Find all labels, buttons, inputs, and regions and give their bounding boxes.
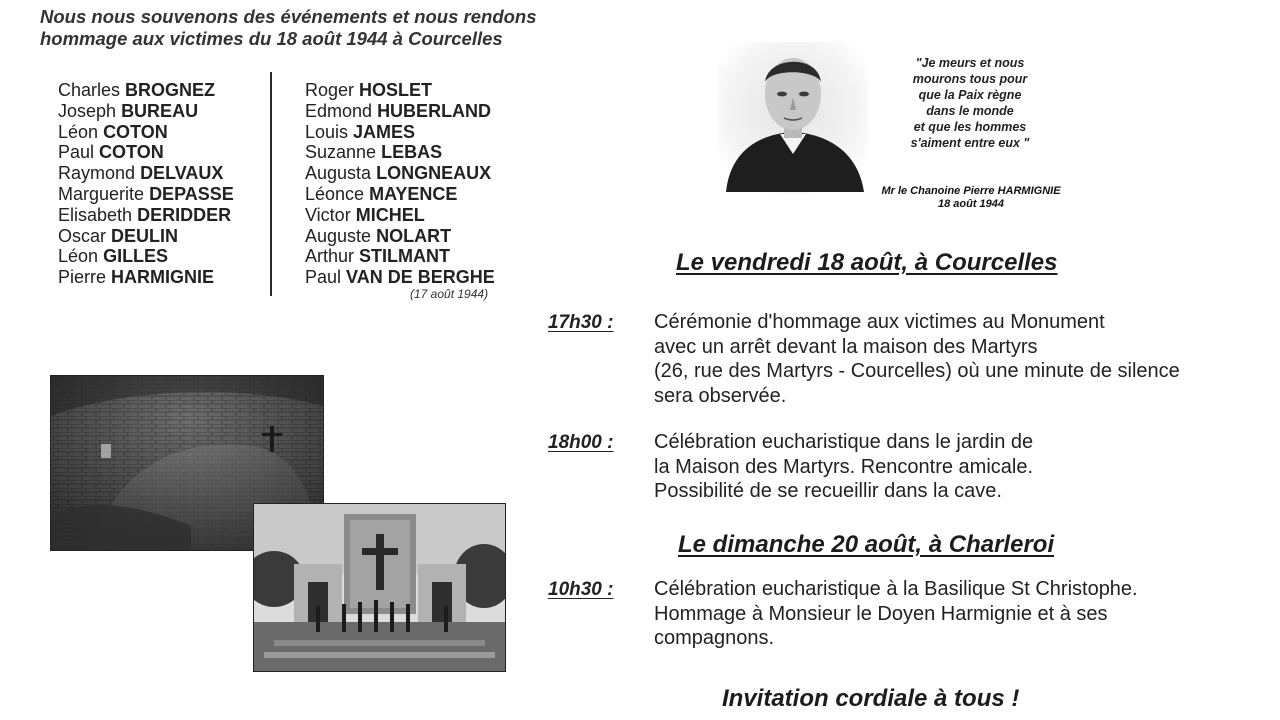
victim-name: Suzanne LEBAS — [305, 142, 443, 163]
event-line: compagnons. — [654, 627, 775, 649]
quote-line: "Je meurs et nous — [915, 56, 1025, 70]
event-time: 10h30 : — [548, 579, 614, 600]
caption-date: 18 août 1944 — [937, 198, 1005, 210]
invitation-text: Invitation cordiale à tous ! — [722, 685, 1020, 712]
portrait-caption — [858, 185, 1084, 211]
victim-date-note: (17 août 1944) — [410, 287, 489, 301]
victim-name: Victor MICHEL — [305, 204, 425, 225]
portrait-image — [718, 42, 868, 194]
event-line: Célébration eucharistique dans le jardin de — [654, 431, 1034, 453]
caption-author: Mr le Chanoine Pierre HARMIGNIE — [881, 185, 1061, 197]
victim-name: Léonce MAYENCE — [305, 183, 458, 204]
event-line: la Maison des Martyrs. Rencontre amicale. — [654, 455, 1034, 478]
victim-name: Auguste NOLART — [305, 225, 452, 246]
victim-name: Oscar DEULIN — [58, 225, 179, 246]
intro-line-1: Nous nous souvenons des événements et nous rendons — [40, 6, 537, 27]
victim-name: Augusta LONGNEAUX — [305, 163, 492, 184]
quote-text — [880, 55, 1060, 151]
victim-name: Paul VAN DE BERGHE — [305, 267, 495, 288]
victim-name: Paul COTON — [58, 142, 164, 163]
victim-name: Marguerite DEPASSE — [58, 183, 234, 204]
section-heading-charleroi: Le dimanche 20 août, à Charleroi — [678, 531, 1055, 558]
victims-list-right — [305, 80, 495, 288]
event-line: avec un arrêt devant la maison des Martyrs — [654, 335, 1038, 358]
quote-line: s'aiment entre eux " — [910, 136, 1030, 150]
event-time: 18h00 : — [548, 432, 614, 453]
victim-name: Elisabeth DERIDDER — [58, 204, 232, 225]
event-description — [654, 310, 1264, 408]
victim-name: Louis JAMES — [305, 121, 416, 142]
event-line: sera observée. — [654, 384, 787, 407]
victim-name: Pierre HARMIGNIE — [58, 267, 215, 288]
event-line: Possibilité de se recueillir dans la cave. — [654, 480, 1002, 502]
event-line: Hommage à Monsieur le Doyen Harmignie et à ses — [654, 602, 1108, 625]
victim-name: Léon GILLES — [58, 246, 169, 267]
event-description — [654, 577, 1254, 651]
event-description — [654, 430, 1254, 504]
victims-list-left — [58, 80, 234, 288]
victim-name: Joseph BUREAU — [58, 100, 199, 121]
event-line: (26, rue des Martyrs - Courcelles) où une minute de silence — [654, 360, 1180, 382]
column-divider — [270, 72, 272, 296]
quote-line: dans le monde — [926, 104, 1014, 118]
victim-name: Charles BROGNEZ — [58, 80, 216, 100]
event-time: 17h30 : — [548, 312, 614, 333]
victim-name: Roger HOSLET — [305, 80, 433, 100]
victim-name: Léon COTON — [58, 121, 168, 142]
monument-photo — [253, 503, 506, 672]
section-heading-courcelles: Le vendredi 18 août, à Courcelles — [676, 249, 1058, 276]
intro-line-2: hommage aux victimes du 18 août 1944 à Courcelles — [40, 28, 503, 49]
quote-line: et que les hommes — [913, 120, 1027, 134]
quote-line: mourons tous pour — [912, 72, 1028, 86]
event-line: Cérémonie d'hommage aux victimes au Monument — [654, 311, 1105, 333]
victim-name: Arthur STILMANT — [305, 246, 451, 267]
victim-name: Raymond DELVAUX — [58, 163, 224, 184]
victim-name: Edmond HUBERLAND — [305, 100, 492, 121]
intro-text — [40, 6, 600, 50]
monument-image — [254, 504, 505, 671]
event-line: Célébration eucharistique à la Basilique St Christophe. — [654, 578, 1138, 600]
quote-line: que la Paix règne — [918, 88, 1022, 102]
